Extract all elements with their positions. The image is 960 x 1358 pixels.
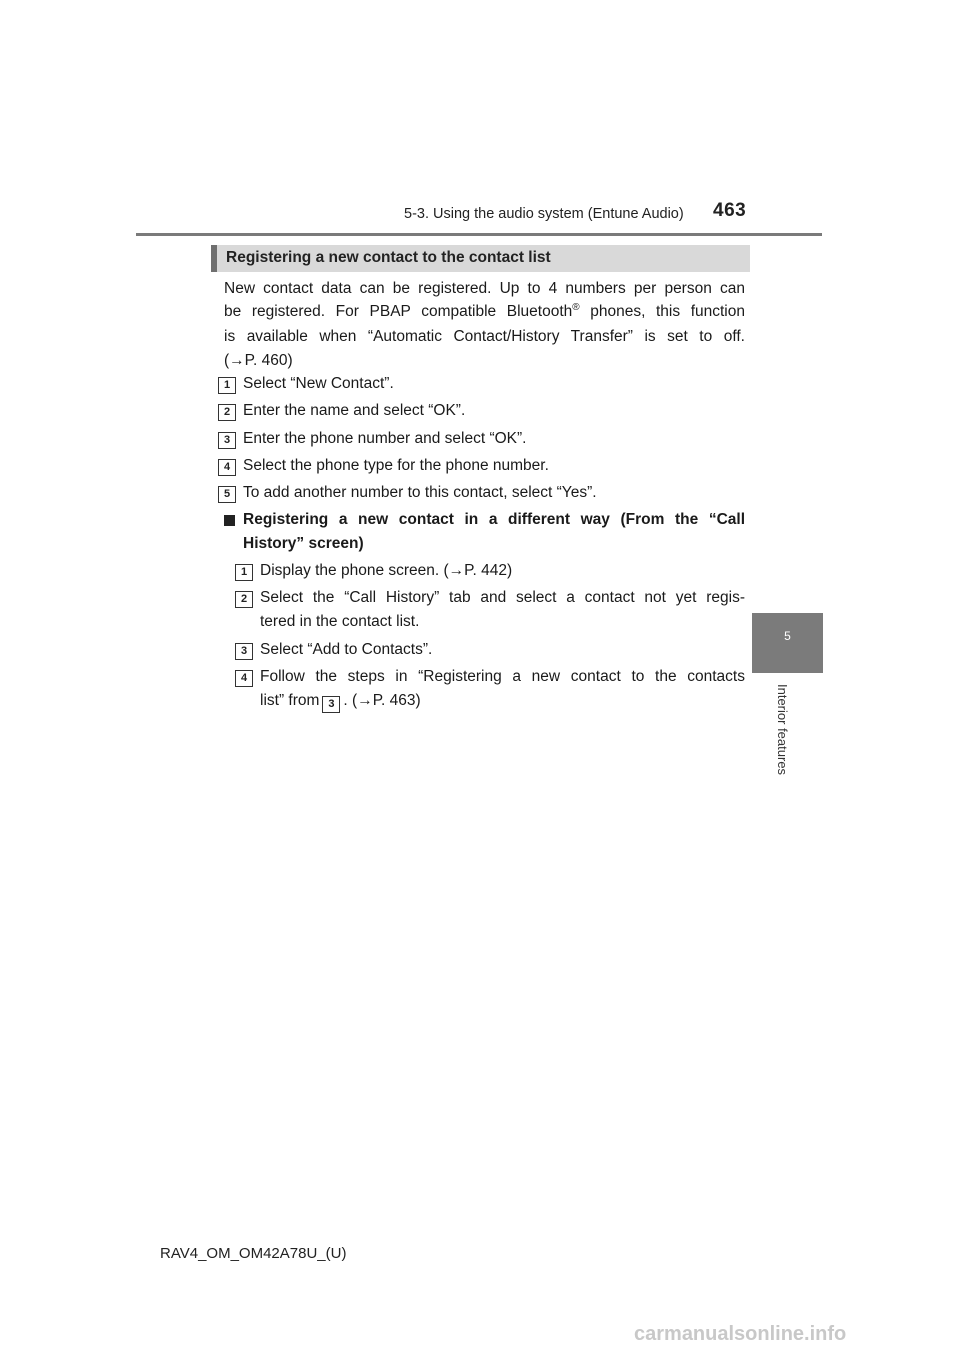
step-text-continued: tered in the contact list. bbox=[260, 613, 420, 630]
page-number: 463 bbox=[713, 200, 747, 221]
registered-mark: ® bbox=[572, 301, 580, 313]
step-number-box: 5 bbox=[218, 486, 236, 503]
step-number-box: 1 bbox=[235, 564, 253, 581]
chapter-label: Interior features bbox=[775, 684, 790, 776]
step-text: Select the phone type for the phone number. bbox=[243, 457, 549, 474]
step-number-box: 2 bbox=[218, 404, 236, 421]
intro-line-2-a: be registered. For PBAP compatible Bluetooth bbox=[224, 303, 573, 320]
step-text: Select “Add to Contacts”. bbox=[260, 641, 433, 658]
step-number-box: 1 bbox=[218, 377, 236, 394]
subsection-title-line-1: Registering a new contact in a different way (From the “Call bbox=[243, 511, 745, 528]
step-number-box: 2 bbox=[235, 591, 253, 608]
step-text: Enter the name and select “OK”. bbox=[243, 402, 466, 419]
bullet-square-icon bbox=[224, 515, 235, 526]
intro-line-1: New contact data can be registered. Up to 4 numbers per person can bbox=[224, 280, 745, 297]
watermark: carmanualsonline.info bbox=[634, 1323, 847, 1345]
step-text-continued bbox=[260, 692, 421, 713]
step-number-box: 4 bbox=[218, 459, 236, 476]
intro-line-4: (→P. 460) bbox=[224, 352, 293, 369]
header-rule bbox=[136, 233, 822, 236]
step-text: Display the phone screen. (→P. 442) bbox=[260, 562, 513, 579]
step-text: Follow the steps in “Registering a new contact to the contacts bbox=[260, 668, 745, 685]
step-text: Select “New Contact”. bbox=[243, 375, 394, 392]
step-text-part: list” from bbox=[260, 692, 320, 709]
step-number-box: 4 bbox=[235, 670, 253, 687]
running-header-section: 5-3. Using the audio system (Entune Audio) bbox=[404, 206, 684, 222]
section-heading bbox=[211, 245, 750, 272]
page-reference-link[interactable]: . (→P. 463) bbox=[343, 692, 421, 709]
chapter-number: 5 bbox=[784, 629, 791, 643]
step-text: Select the “Call History” tab and select a contact not yet regis- bbox=[260, 589, 745, 606]
step-number-box: 3 bbox=[235, 643, 253, 660]
section-heading-text: Registering a new contact to the contact list bbox=[226, 249, 551, 266]
intro-line-2 bbox=[224, 303, 745, 321]
step-reference-box: 3 bbox=[322, 696, 340, 713]
step-text: Enter the phone number and select “OK”. bbox=[243, 430, 527, 447]
subsection-title-line-2: History” screen) bbox=[243, 535, 364, 552]
document-id: RAV4_OM_OM42A78U_(U) bbox=[160, 1245, 347, 1262]
intro-line-2-b: phones, this function bbox=[579, 303, 745, 320]
chapter-tab bbox=[752, 613, 823, 673]
step-text: To add another number to this contact, select “Yes”. bbox=[243, 484, 597, 501]
intro-line-3: is available when “Automatic Contact/History Transfer” is set to off. bbox=[224, 328, 745, 345]
step-number-box: 3 bbox=[218, 432, 236, 449]
